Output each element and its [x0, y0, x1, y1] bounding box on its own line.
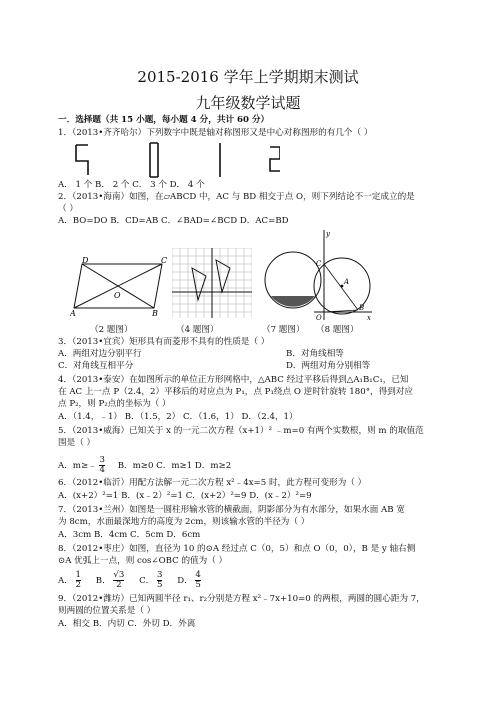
- fig8-label-x: x: [367, 314, 371, 322]
- q2-stem-blank: （ ）: [58, 204, 78, 214]
- fig2-label-a: A: [70, 309, 76, 318]
- q5-fraction: $\frac{3}{4}$: [99, 455, 105, 475]
- digit-fig-1: [76, 145, 88, 175]
- q4-line3: 点 P₂，则 P₂点的坐标为（ ）: [58, 399, 171, 409]
- q9-options: A．相交 B．内切 C．外切 D．外离: [58, 619, 196, 629]
- q5-line1: 5．（2013•威海）已知关于 x 的一元二次方程（x+1）² ﹣m=0 有两个实数根，则 m 的取值范: [58, 426, 424, 436]
- q8-fraction-c: $\frac{3}{5}$: [157, 570, 163, 590]
- q2-stem: 2．（2013•海南）如图，在▱ABCD 中，AC 与 BD 相交于点 O，则下列结论不一定成立的是: [58, 192, 415, 202]
- q5-options: [58, 456, 231, 475]
- fig8-label-b: B: [359, 304, 365, 312]
- q4-line1: 4．（2013•泰安）在如图所示的单位正方形网格中，△ABC 经过平移后得到△A₁B₁C₁，已知: [58, 375, 409, 385]
- q8-line2: ⊙A 优弧上一点，则 cos∠OBC 的值为（ ）: [58, 556, 228, 566]
- fig2-label-b: B: [152, 309, 158, 318]
- caption-fig4: （4 题图）: [176, 325, 219, 335]
- fig8-label-a: A: [344, 278, 350, 286]
- q1-options: A． 1 个 B． 2 个 C． 3 个 D． 4 个: [58, 180, 205, 190]
- q7-options: A．3cm B．4cm C．5cm D．6cm: [58, 530, 201, 540]
- q4-options: A．（1.4，﹣1） B．（1.5，2） C．（1.6，1） D．（2.4，1）: [58, 412, 298, 422]
- caption-fig2: （2 题图）: [90, 325, 133, 335]
- q5-line2: 围是（ ）: [58, 438, 96, 448]
- digit-fig-2: [150, 143, 158, 177]
- q7-line2: 为 8cm，水面最深地方的高度为 2cm，则该输水管的半径为（ ）: [58, 517, 310, 527]
- q9-line2: 则两圆的位置关系是（ ）: [58, 606, 156, 616]
- fig8-label-o: O: [316, 314, 322, 322]
- caption-fig7: （7 题图）: [262, 325, 305, 335]
- section-heading: 一．选择题（共 15 小题，每小题 4 分，共计 60 分）: [58, 115, 270, 125]
- q1-stem: 1．（2013•齐齐哈尔）下列数字中既是轴对称图形又是中心对称图形的有几个（ ）: [58, 128, 373, 138]
- q6-stem: 6．（2012•临沂）用配方法解一元二次方程 x²﹣4x=5 时，此方程可变形为（ ）: [58, 478, 367, 488]
- q6-options: A．(x+2）²=1 B．(x﹣2）²=1 C．(x+2）²=9 D．(x﹣2）²=9: [58, 491, 312, 501]
- q8-fraction-d: $\frac{4}{5}$: [195, 570, 201, 590]
- q1-digit-figures: [70, 141, 280, 179]
- q8-fraction-a: $\frac{1}{2}$: [75, 570, 82, 590]
- q4-line2: 在 AC 上一点 P（2.4，2）平移后的对应点为 P₁，点 P₁绕点 O 逆时针旋转 180°，得到对应: [58, 387, 413, 397]
- caption-fig8: （8 题图）: [316, 325, 359, 335]
- q8-fraction-b: $\frac{√3}{2}$: [113, 570, 125, 590]
- q8-line1: 8．（2012•枣庄）如图，直径为 10 的⊙A 经过点 C（0，5）和点 O（0，0），B 是 y 轴右侧: [58, 544, 416, 554]
- fig8-label-c: C: [316, 260, 322, 268]
- fig-q8-circle: [312, 226, 374, 322]
- q3-option-d: D．两组对角分别相等: [286, 361, 371, 371]
- water-region: [271, 296, 315, 307]
- digit-fig-4: [270, 147, 280, 171]
- exam-subtitle: 九年级数学试题: [195, 94, 301, 112]
- q8-options: A． $\frac{1}{2}$ B． $\frac{√3}{2}$ C． $\frac{3}{5}$ D． $\frac{4}{5}$: [58, 570, 201, 590]
- q2-options: A．BO=DO B．CD=AB C．∠BAD=∠BCD D．AC=BD: [58, 216, 289, 226]
- q5-option-a-prefix: A．m≥﹣: [58, 461, 97, 471]
- q3-option-b: B．对角线相等: [286, 349, 344, 359]
- fig2-label-d: D: [82, 256, 89, 265]
- q3-option-a: A．两组对边分别平行: [58, 349, 142, 359]
- q3-stem: 3．（2013•宜宾）矩形具有而菱形不具有的性质是（ ）: [58, 337, 270, 347]
- fig2-label-o: O: [114, 291, 121, 300]
- q5-options-rest: B．m≥0 C．m≥1 D．m≥2: [117, 461, 232, 471]
- exam-title: 2015-2016 学年上学期期末测试: [137, 68, 359, 86]
- fig8-label-y: y: [326, 230, 330, 238]
- fig-q2-parallelogram: [70, 256, 170, 318]
- fig-q4-grid: [172, 248, 252, 318]
- q7-line1: 7．（2013•兰州）如图是一圆柱形输水管的横截面，阴影部分为有水部分，如果水面 AB 宽: [58, 505, 405, 515]
- q3-option-c: C．对角线互相平分: [58, 361, 134, 371]
- fig2-label-c: C: [161, 256, 168, 265]
- q9-line1: 9．（2012•潍坊）已知两圆半径 r₁、r₂分别是方程 x²﹣7x+10=0 的两根，两圆的圆心距为 7，: [58, 594, 425, 604]
